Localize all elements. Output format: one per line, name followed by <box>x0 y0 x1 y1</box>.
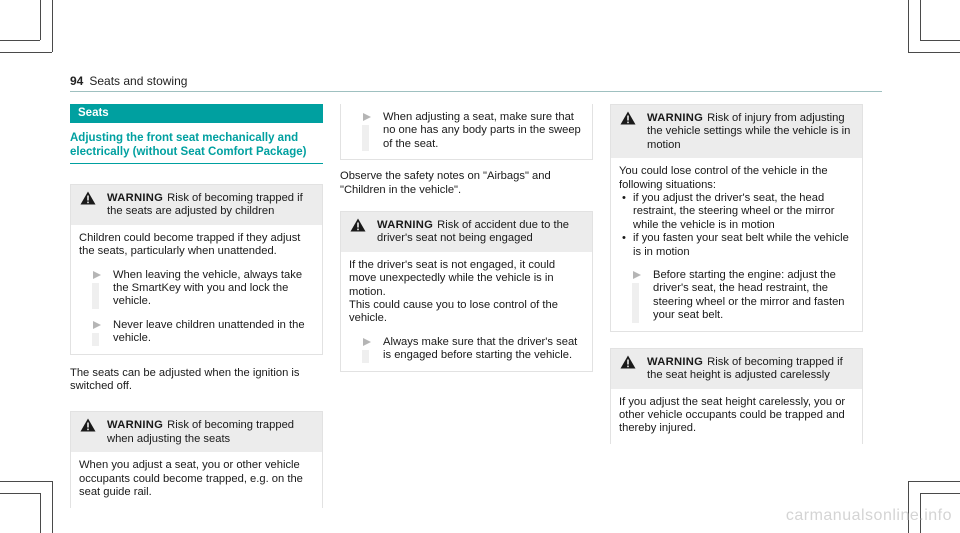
step-item <box>79 319 314 346</box>
warning-title: Risk of becoming trapped if the seat height is adjusted carelessly <box>647 355 843 382</box>
warning-header <box>611 105 862 158</box>
page-number: 94 <box>70 74 84 88</box>
warning-triangle-icon <box>620 355 636 369</box>
warning-triangle-icon <box>80 191 96 205</box>
column-3 <box>610 104 863 444</box>
warning-text: When you adjust a seat, you or other vehicle occupants could become trapped, e.g. on the seat guide rail. <box>79 459 303 499</box>
step-arrow-icon <box>363 113 371 121</box>
warning-body <box>71 225 322 354</box>
step-arrow-icon <box>93 321 101 329</box>
crop-mark <box>908 52 960 53</box>
step-text: Always make sure that the driver's seat is engaged before starting the vehicle. <box>383 335 578 362</box>
column-1 <box>70 104 323 508</box>
warning-box <box>340 211 593 372</box>
warning-header <box>341 212 592 252</box>
warning-body <box>71 452 322 507</box>
warning-label: WARNING <box>647 112 704 124</box>
warning-triangle-icon <box>350 218 366 232</box>
warning-body <box>611 389 862 444</box>
warning-body <box>341 252 592 371</box>
warning-label: WARNING <box>107 419 164 432</box>
warning-text: Children could become trapped if they adjust the seats, particularly when unattended. <box>79 231 301 258</box>
step-item <box>349 111 584 151</box>
crop-mark <box>0 481 52 482</box>
crop-mark <box>40 0 41 40</box>
warning-title: Risk of becoming trapped when adjusting the seats <box>107 419 295 445</box>
warning-text: If the driver's seat is not engaged, it could move unexpectedly while the vehicle is in motion. <box>349 258 556 298</box>
warning-label: WARNING <box>647 355 704 368</box>
step-text: When adjusting a seat, make sure that no one has any body parts in the sweep of the seat. <box>383 111 581 150</box>
warning-title: Risk of accident due to the driver's seat not being engaged <box>377 219 570 245</box>
crop-mark <box>52 0 53 52</box>
crop-mark <box>908 481 960 482</box>
step-text: Never leave children unattended in the vehicle. <box>113 318 305 345</box>
warning-label: WARNING <box>107 192 164 204</box>
bullet-item: • if you fasten your seat belt while the vehicle is in motion <box>619 232 854 259</box>
step-arrow-icon <box>633 271 641 279</box>
crop-mark <box>52 481 53 533</box>
warning-box <box>70 184 323 355</box>
warning-header <box>611 349 862 389</box>
warning-header <box>71 185 322 225</box>
warning-header <box>71 412 322 452</box>
warning-label: WARNING <box>377 219 434 232</box>
subheading: Adjusting the front seat mechanically and electrically (without Seat Comfort Package) <box>70 131 323 164</box>
warning-triangle-icon <box>620 111 636 125</box>
crop-mark <box>908 0 909 52</box>
warning-title: Risk of becoming trapped if the seats are adjusted by children <box>107 192 303 218</box>
crop-mark <box>0 40 40 41</box>
header-rule <box>70 91 882 92</box>
crop-mark <box>40 493 41 533</box>
crop-mark <box>920 493 960 494</box>
step-text: Before starting the engine: adjust the driver's seat, the head restraint, the steering wheel or the mirror and fasten your seat belt. <box>653 269 845 322</box>
crop-mark <box>920 0 921 40</box>
warning-box <box>610 348 863 444</box>
step-bar <box>92 333 99 346</box>
step-item <box>619 269 854 323</box>
step-bar <box>362 125 369 151</box>
step-item <box>79 269 314 309</box>
chapter-title: Seats and stowing <box>89 74 188 88</box>
warning-text: You could lose control of the vehicle in the following situations: <box>619 165 828 191</box>
page-header <box>70 74 187 88</box>
step-item <box>349 336 584 363</box>
step-arrow-icon <box>93 271 101 279</box>
step-bar <box>632 283 639 323</box>
crop-mark <box>0 52 52 53</box>
warning-text: If you adjust the seat height carelessly, you or other vehicle occupants could be trapped and thereby injured. <box>619 395 846 435</box>
warning-box <box>70 411 323 507</box>
warning-box-continued <box>340 104 593 160</box>
crop-mark <box>920 40 960 41</box>
step-arrow-icon <box>363 338 371 346</box>
step-bar <box>92 283 99 309</box>
column-2 <box>340 104 593 372</box>
warning-box <box>610 104 863 332</box>
warning-body <box>341 104 592 159</box>
warning-triangle-icon <box>80 418 96 432</box>
body-paragraph: The seats can be adjusted when the ignition is switched off. <box>70 366 300 393</box>
warning-text: This could cause you to lose control of the vehicle. <box>349 299 558 325</box>
crop-mark <box>0 493 40 494</box>
body-paragraph: Observe the safety notes on "Airbags" and "Children in the vehicle". <box>340 170 551 196</box>
bullet-item: • if you adjust the driver's seat, the head restraint, the steering wheel or the mirror while the vehicle is in motion <box>619 192 854 232</box>
warning-title: Risk of injury from adjusting the vehicle settings while the vehicle is in motion <box>647 112 851 151</box>
warning-body <box>611 158 862 330</box>
step-bar <box>362 350 369 363</box>
watermark: carmanualsonline.info <box>785 507 952 524</box>
step-text: When leaving the vehicle, always take the SmartKey with you and lock the vehicle. <box>113 268 303 308</box>
section-title: Seats <box>70 104 323 123</box>
